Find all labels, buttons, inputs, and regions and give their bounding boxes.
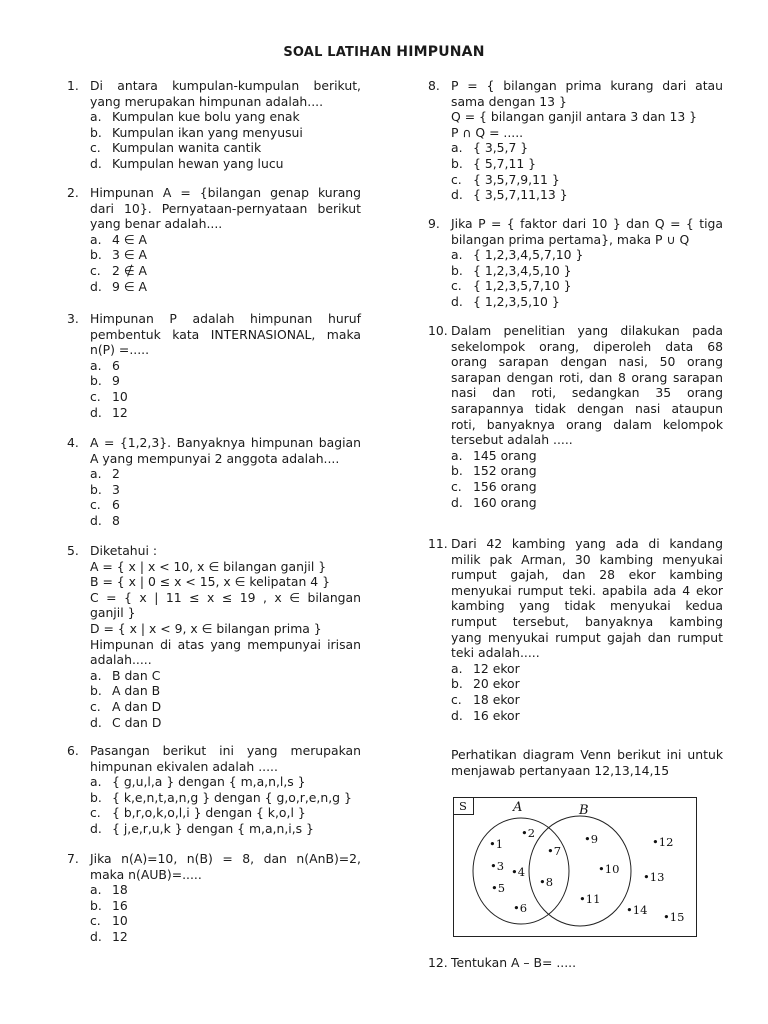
- question-4: 4. A = {1,2,3}. Banyaknya himpunan bagian A yang mempunyai 2 anggota adalah.... a. 2 b. 3 c. 6 d. 8: [67, 435, 361, 528]
- option-c: c. Kumpulan wanita cantik: [90, 140, 262, 156]
- option-a: a. 6: [90, 357, 120, 373]
- option-b: b. 3: [90, 481, 120, 497]
- question-7: 7. Jika n(A)=10, n(B) = 8, dan n(AnB)=2, maka n(AUB)=..... a. 18 b. 16 c. 10 d. 12: [67, 851, 361, 944]
- option-b: b. 20 ekor: [451, 676, 520, 692]
- set-a-label: A: [513, 800, 523, 815]
- option-a: a. 2: [90, 466, 120, 482]
- option-c: c. { b,r,o,k,o,l,i } dengan { k,o,l }: [90, 805, 306, 821]
- venn-element-1: •1: [489, 837, 504, 851]
- option-c: c. 10: [90, 913, 128, 929]
- option-b: b. { 1,2,3,4,5,10 }: [451, 262, 572, 278]
- question-1: 1. Di antara kumpulan-kumpulan berikut, yang merupakan himpunan adalah.... a. Kumpulan kue bolu yang enak b. Kumpulan ikan yang menyusui c. Kumpulan wanita cantik d. Kumpulan hewan yang lucu: [67, 78, 361, 171]
- option-c: c. 18 ekor: [451, 691, 520, 707]
- option-c: c. { 1,2,3,5,7,10 }: [451, 278, 572, 294]
- venn-element-15: •15: [663, 910, 685, 924]
- venn-element-5: •5: [491, 881, 506, 895]
- venn-element-11: •11: [579, 892, 601, 906]
- venn-element-8: •8: [539, 875, 554, 889]
- option-b: b. { 5,7,11 }: [451, 155, 537, 171]
- question-6: 6. Pasangan berikut ini yang merupakan himpunan ekivalen adalah ..... a. { g,u,l,a } dengan { m,a,n,l,s } b. { k,e,n,t,a,n,g } dengan { g,o,r,e,n,g } c. { b,r,o,k,o,l,i } dengan { k,o,l } d. { j,e,r,u,k } dengan { m,a,n,i,s }: [67, 743, 361, 836]
- venn-element-14: •14: [626, 903, 648, 917]
- question-12: 12. Tentukan A – B= .....: [428, 955, 577, 970]
- question-5: 5. Diketahui : A = { x | x < 10, x ∈ bilangan ganjil } B = { x | 0 ≤ x < 15, x ∈ kelipatan 4 } C = { x | 11 ≤ x ≤ 19 , x ∈ bilangan ganjil } D = { x | x < 9, x ∈ bilangan prima } Himpunan di atas yang mempunyai irisan adalah..... a. B dan C b. A dan B c. A dan D d. C dan D: [67, 543, 361, 730]
- option-c: c. 10: [90, 388, 128, 404]
- option-b: b. { k,e,n,t,a,n,g } dengan { g,o,r,e,n,g }: [90, 789, 352, 805]
- question-9: 9. Jika P = { faktor dari 10 } dan Q = { tiga bilangan prima pertama}, maka P ∪ Q a. { 1,2,3,4,5,7,10 } b. { 1,2,3,4,5,10 } c. { 1,2,3,5,7,10 } d. { 1,2,3,5,10 }: [428, 216, 723, 309]
- venn-element-9: •9: [584, 832, 599, 846]
- option-d: d. { j,e,r,u,k } dengan { m,a,n,i,s }: [90, 820, 314, 836]
- venn-element-12: •12: [652, 835, 674, 849]
- option-a: a. 12 ekor: [451, 660, 520, 676]
- option-a: a. 145 orang: [451, 447, 537, 463]
- option-d: d. 8: [90, 512, 120, 528]
- option-b: b. 3 ∈ A: [90, 247, 148, 263]
- option-a: a. 4 ∈ A: [90, 231, 148, 247]
- venn-element-7: •7: [547, 844, 562, 858]
- option-b: b. Kumpulan ikan yang menyusui: [90, 124, 303, 140]
- venn-element-4: •4: [511, 865, 526, 879]
- question-10: 10. Dalam penelitian yang dilakukan pada sekelompok orang, diperoleh data 68 orang sarapan dengan nasi, 50 orang sarapan dengan roti, dan 8 orang sarapan nasi dan roti, sedangkan 35 orang sarapannya tidak dengan nasi ataupun roti, banyaknya orang dalam kelompok tersebut adalah ..... a. 145 orang b. 152 orang c. 156 orang d. 160 orang: [428, 323, 723, 510]
- venn-intro: Perhatikan diagram Venn berikut ini untuk menjawab pertanyaan 12,13,14,15: [451, 747, 723, 778]
- option-b: b. 152 orang: [451, 463, 537, 479]
- option-c: c. A dan D: [90, 698, 162, 714]
- option-d: d. 160 orang: [451, 494, 537, 510]
- question-11: 11. Dari 42 kambing yang ada di kandang milik pak Arman, 30 kambing menyukai rumput gajah, dan 28 ekor kambing menyukai rumput teki. apabila ada 4 ekor kambing yang tidak menyukai kedua rumput tersebut, banyaknya kambing yang menyukai rumput gajah dan rumput teki adalah..... a. 12 ekor b. 20 ekor c. 18 ekor d. 16 ekor: [428, 536, 723, 723]
- option-d: d. 16 ekor: [451, 707, 520, 723]
- option-a: a. { 3,5,7 }: [451, 140, 529, 156]
- set-b-label: B: [579, 803, 589, 818]
- option-c: c. 2 ∉ A: [90, 262, 148, 278]
- option-d: d. { 1,2,3,5,10 }: [451, 293, 560, 309]
- option-b: b. 16: [90, 897, 128, 913]
- option-a: a. { g,u,l,a } dengan { m,a,n,l,s }: [90, 774, 306, 790]
- option-d: d. 9 ∈ A: [90, 278, 148, 294]
- venn-element-2: •2: [521, 826, 536, 840]
- venn-element-13: •13: [643, 870, 665, 884]
- venn-element-10: •10: [598, 862, 620, 876]
- option-b: b. A dan B: [90, 683, 161, 699]
- option-d: d. C dan D: [90, 714, 162, 730]
- page-title: SOAL LATIHAN HIMPUNAN: [283, 44, 485, 60]
- option-c: c. 156 orang: [451, 478, 537, 494]
- question-3: 3. Himpunan P adalah himpunan huruf pembentuk kata INTERNASIONAL, maka n(P) =..... a. 6 b. 9 c. 10 d. 12: [67, 311, 361, 420]
- option-a: a. Kumpulan kue bolu yang enak: [90, 109, 300, 125]
- option-a: a. B dan C: [90, 667, 161, 683]
- universe-label: S: [459, 799, 467, 813]
- option-d: d. Kumpulan hewan yang lucu: [90, 155, 284, 171]
- option-b: b. 9: [90, 373, 120, 389]
- venn-element-6: •6: [513, 901, 528, 915]
- option-c: c. 6: [90, 497, 120, 513]
- option-a: a. { 1,2,3,4,5,7,10 }: [451, 247, 584, 263]
- venn-element-3: •3: [490, 859, 505, 873]
- question-8: 8. P = { bilangan prima kurang dari atau sama dengan 13 } Q = { bilangan ganjil antara 3 dan 13 } P ∩ Q = ..... a. { 3,5,7 } b. { 5,7,11 } c. { 3,5,7,9,11 } d. { 3,5,7,11,13 }: [428, 78, 723, 203]
- option-d: d. 12: [90, 928, 128, 944]
- option-d: d. { 3,5,7,11,13 }: [451, 187, 568, 203]
- question-2: 2. Himpunan A = {bilangan genap kurang dari 10}. Pernyataan-pernyataan berikut yang benar adalah.... a. 4 ∈ A b. 3 ∈ A c. 2 ∉ A d. 9 ∈ A: [67, 185, 361, 294]
- option-d: d. 12: [90, 404, 128, 420]
- option-c: c. { 3,5,7,9,11 }: [451, 171, 560, 187]
- option-a: a. 18: [90, 882, 128, 898]
- venn-diagram: [453, 797, 697, 937]
